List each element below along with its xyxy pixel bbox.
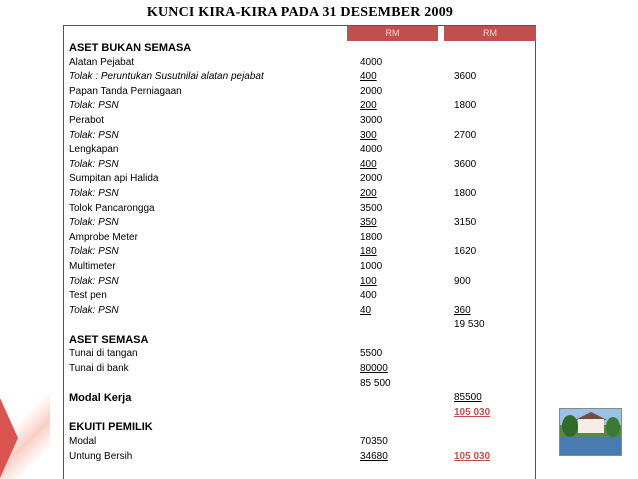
table-row [64, 333, 535, 348]
table-row [64, 275, 535, 290]
row-label: Test pen [69, 290, 107, 302]
row-label: Perabot [69, 114, 105, 126]
subtotal-current-assets: 85 500 [360, 377, 391, 389]
table-row [64, 99, 535, 114]
total-equity: 105 030 [454, 450, 491, 462]
amount-col1: 4000 [360, 56, 383, 68]
subtotal-non-current-assets: 19 530 [454, 319, 485, 331]
amount-col1: 1800 [360, 231, 383, 243]
amount-col1: 3000 [360, 114, 383, 126]
table-row [64, 143, 535, 158]
table-row [64, 114, 535, 129]
row-label: Papan Tanda Perniagaan [69, 85, 182, 97]
amount-col1: 100 [360, 275, 377, 287]
amount-col1: 1000 [360, 260, 383, 272]
table-row [64, 158, 535, 173]
row-label: Amprobe Meter [69, 231, 138, 243]
amount-col1: 200 [360, 100, 377, 112]
amount-col1: 200 [360, 187, 377, 199]
row-label: Tolak: PSN [69, 158, 119, 170]
table-row [64, 172, 535, 187]
amount-col1: 4000 [360, 144, 383, 156]
balance-sheet [63, 25, 536, 479]
section-heading: Modal Kerja [69, 392, 132, 405]
house-shape [578, 419, 604, 433]
row-label: Modal [69, 436, 97, 448]
row-label: Tolak: PSN [69, 129, 119, 141]
table-row [64, 420, 535, 435]
table-row [64, 289, 535, 304]
page-title: KUNCI KIRA-KIRA PADA 31 DESEMBER 2009 [146, 5, 454, 20]
table-row [64, 70, 535, 85]
table-row [64, 216, 535, 231]
tree-shape [606, 417, 620, 437]
amount-col1: 300 [360, 129, 377, 141]
amount-col2: 3600 [454, 71, 477, 83]
amount-col2: 85500 [454, 392, 482, 404]
amount-col1: 400 [360, 158, 377, 170]
row-label: Tolok Pancarongga [69, 202, 155, 214]
table-row [64, 187, 535, 202]
amount-col1: 34680 [360, 450, 388, 462]
table-row [64, 391, 535, 406]
table-row [64, 245, 535, 260]
amount-col1: 2000 [360, 85, 383, 97]
section-heading: ASET SEMASA [69, 333, 149, 346]
row-label: Tolak : Peruntukan Susutnilai alatan pejabat [69, 71, 264, 83]
section-heading: ASET BUKAN SEMASA [69, 42, 192, 54]
row-label: Lengkapan [69, 144, 119, 156]
amount-col1: 70350 [360, 436, 388, 448]
amount-col2: 1620 [454, 246, 477, 258]
row-label: Alatan Pejabat [69, 56, 135, 68]
amount-col2: 3150 [454, 217, 477, 229]
row-label: Tolak: PSN [69, 187, 119, 199]
table-row [64, 231, 535, 246]
row-label: Multimeter [69, 260, 116, 272]
table-row [64, 41, 535, 56]
row-label: Tolak: PSN [69, 100, 119, 112]
table-row [64, 56, 535, 71]
table-row [64, 85, 535, 100]
balance-sheet-rows [64, 41, 535, 464]
table-row [64, 304, 535, 319]
table-row [64, 129, 535, 144]
row-label: Untung Bersih [69, 450, 133, 462]
amount-col1: 5500 [360, 348, 383, 360]
column-header-rm-1: RM [347, 26, 438, 41]
decorative-arrow [0, 398, 18, 478]
table-row [64, 377, 535, 392]
row-label: Tolak: PSN [69, 246, 119, 258]
table-row [64, 202, 535, 217]
section-heading: EKUITI PEMILIK [69, 421, 153, 434]
amount-col2: 360 [454, 304, 471, 316]
total-assets: 105 030 [454, 406, 491, 418]
amount-col1: 180 [360, 246, 377, 258]
row-label: Tolak: PSN [69, 304, 119, 316]
amount-col2: 3600 [454, 158, 477, 170]
table-row [64, 347, 535, 362]
amount-col2: 1800 [454, 100, 477, 112]
amount-col1: 3500 [360, 202, 383, 214]
table-row [64, 362, 535, 377]
table-row [64, 435, 535, 450]
amount-col1: 400 [360, 290, 377, 302]
amount-col2: 2700 [454, 129, 477, 141]
house-photo-image [559, 408, 622, 456]
column-header-rm-2: RM [444, 26, 536, 41]
table-row [64, 450, 535, 465]
amount-col1: 80000 [360, 363, 388, 375]
amount-col1: 2000 [360, 173, 383, 185]
row-label: Sumpitan api Halida [69, 173, 159, 185]
amount-col1: 40 [360, 304, 372, 316]
amount-col1: 350 [360, 217, 377, 229]
table-row [64, 406, 535, 421]
table-row [64, 260, 535, 275]
amount-col1: 400 [360, 71, 377, 83]
row-label: Tolak: PSN [69, 275, 119, 287]
amount-col2: 900 [454, 275, 471, 287]
row-label: Tolak: PSN [69, 217, 119, 229]
row-label: Tunai di bank [69, 363, 129, 375]
amount-col2: 1800 [454, 187, 477, 199]
table-row [64, 318, 535, 333]
row-label: Tunai di tangan [69, 348, 138, 360]
